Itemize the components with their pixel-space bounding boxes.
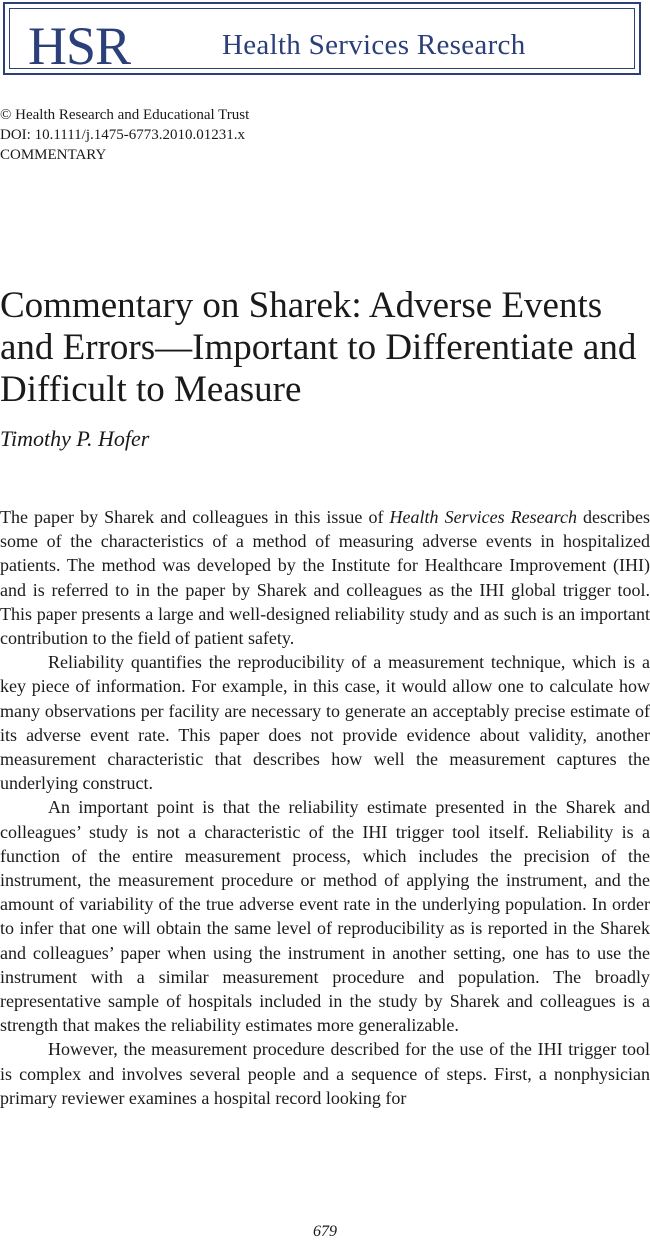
doi-line[interactable]: DOI: 10.1111/j.1475-6773.2010.01231.x xyxy=(0,127,245,143)
journal-name: Health Services Research xyxy=(222,29,526,61)
journal-logo: HSR xyxy=(28,16,131,76)
section-label: COMMENTARY xyxy=(0,147,107,163)
journal-masthead xyxy=(3,2,641,75)
article-body xyxy=(0,505,650,1110)
page-number: 679 xyxy=(313,1223,337,1240)
body-paragraph-2: Reliability quantifies the reproducibility of a measurement technique, which is a key piece of information. For example, in this case, it would allow one to calculate how many observations per facility are necessary to generate an acceptably precise estimate of its adverse event rate. This paper does not provide evidence about validity, another measurement characteristic that describes how well the measurement captures the underlying construct. xyxy=(0,652,650,794)
copyright-line: © Health Research and Educational Trust xyxy=(0,107,250,123)
body-paragraph-4: However, the measurement procedure described for the use of the IHI trigger tool is complex and involves several people and a sequence of steps. First, a nonphysician primary reviewer examines a hospital record looking for xyxy=(0,1039,650,1108)
body-paragraph-1 xyxy=(0,505,650,650)
body-paragraph-3: An important point is that the reliability estimate presented in the Sharek and colleagues’ study is not a characteristic of the IHI trigger tool itself. Reliability is a function of the entire measurement process, which includes the precision of the instrument, the measurement procedure or method of applying the instrument, and the amount of variability of the true adverse event rate in the underlying population. In order to infer that one will obtain the same level of reproducibility as is reported in the Sharek and colleagues’ paper when using the instrument in another setting, one has to use the instrument with a similar measurement procedure and population. The broadly representative sample of hospitals included in the study by Sharek and colleagues is a strength that makes the reliability estimates more generalizable. xyxy=(0,797,650,1036)
article-title: Commentary on Sharek: Adverse Events and Errors—Important to Differentiate and Difficult to Measure xyxy=(0,285,637,410)
author-name: Timothy P. Hofer xyxy=(0,426,150,451)
paragraph-1-start: The paper by Sharek and colleagues in this issue of xyxy=(0,507,390,527)
paragraph-1-rest: describes some of the characteristics of a method of measuring adverse events in hospitalized patients. The method was developed by the Institute for Healthcare Improvement (IHI) and is referred to in the paper by Sharek and colleagues as the IHI global trigger tool. This paper presents a large and well-designed reliability study and as such is an important contribution to the field of patient safety. xyxy=(0,507,650,649)
journal-title-italic: Health Services Research xyxy=(389,507,577,527)
masthead-inner-border xyxy=(9,8,635,76)
article-meta xyxy=(0,105,249,165)
